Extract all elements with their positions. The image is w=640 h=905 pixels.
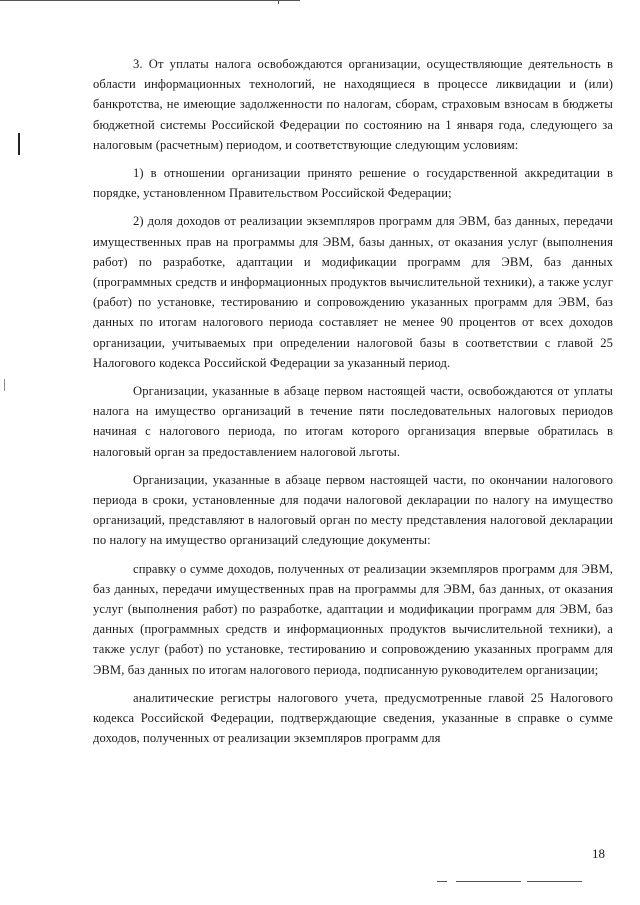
paragraph-analytical-registers: аналитические регистры налогового учета, предусмотренные главой 25 Налогового кодекса Российской Федерации, подтверждающие сведения, указанные в справке о сумме доходов, полученных от реализации экземпляров программ для [93, 690, 613, 746]
paragraph-income-certificate: справку о сумме доходов, полученных от реализации экземпляров программ для ЭВМ, баз данных, передачи имущественных прав на программы для ЭВМ, баз данных, от оказания услуг (выполнения работ) по разработке, адаптации и модификации программ для ЭВМ, баз данных (программных средств и информационных продуктов вычислительной техники), а также услуг (работ) по установке, тестированию и сопровождению указанных программ для ЭВМ, баз данных по итогам налогового периода, подписанную руководителем организации; [93, 561, 613, 677]
paragraph-condition-accreditation: 1) в отношении организации принято решение о государственной аккредитации в порядке, установленном Правительством Российской Федерации; [93, 166, 613, 201]
paragraph-documents-required: Организации, указанные в абзаце первом настоящей части, по окончании налогового периода в сроки, установленные для подачи налоговой декларации по налогу на имущество организаций, представляют в налоговый орган по месту представления налоговой декларации по налогу на имущество организаций следующие документы: [93, 472, 613, 548]
paragraph-exemption-period: Организации, указанные в абзаце первом настоящей части, освобождаются от уплаты налога на имущество организаций в течение пяти последовательных налоговых периодов начиная с налогового периода, по итогам которого организация впервые обратилась в налоговый орган за предоставлением налоговой льготы. [93, 384, 613, 459]
footer-scan-rule [437, 881, 447, 882]
top-scan-rule [0, 0, 300, 1]
paragraph-exemption-intro: 3. От уплаты налога освобождаются организации, осуществляющие деятельность в области информационных технологий, не находящиеся в процессе ликвидации и (или) банкротства, не имеющие задолженности по налогам, сборам, страховым взносам в бюджеты бюджетной системы Российской Федерации по состоянию на 1 января года, следующего за налоговым (расчетным) периодом, и соответствующие следующим условиям: [93, 57, 613, 152]
page-number: 18 [592, 846, 605, 861]
footer-scan-rule [456, 881, 521, 882]
paragraph-condition-income-share: 2) доля доходов от реализации экземпляров программ для ЭВМ, баз данных, передачи имущественных прав на программы для ЭВМ, базы данных, от оказания услуг (выполнения работ) по разработке, адаптации и модификации программ для ЭВМ, баз данных (программных средств и информационных продуктов вычислительной техники), а также услуг (работ) по установке, тестированию и сопровождению указанных программ для ЭВМ, баз данных по итогам налогового периода составляет не менее 90 процентов от всех доходов организации, учитываемых при определении налоговой базы в соответствии с главой 25 Налогового кодекса Российской Федерации за указанный период. [93, 214, 613, 370]
margin-mark [18, 133, 20, 155]
top-scan-tick [278, 0, 279, 4]
document-body [93, 54, 613, 749]
footer-scan-rule [527, 881, 582, 882]
margin-speck [4, 379, 5, 391]
